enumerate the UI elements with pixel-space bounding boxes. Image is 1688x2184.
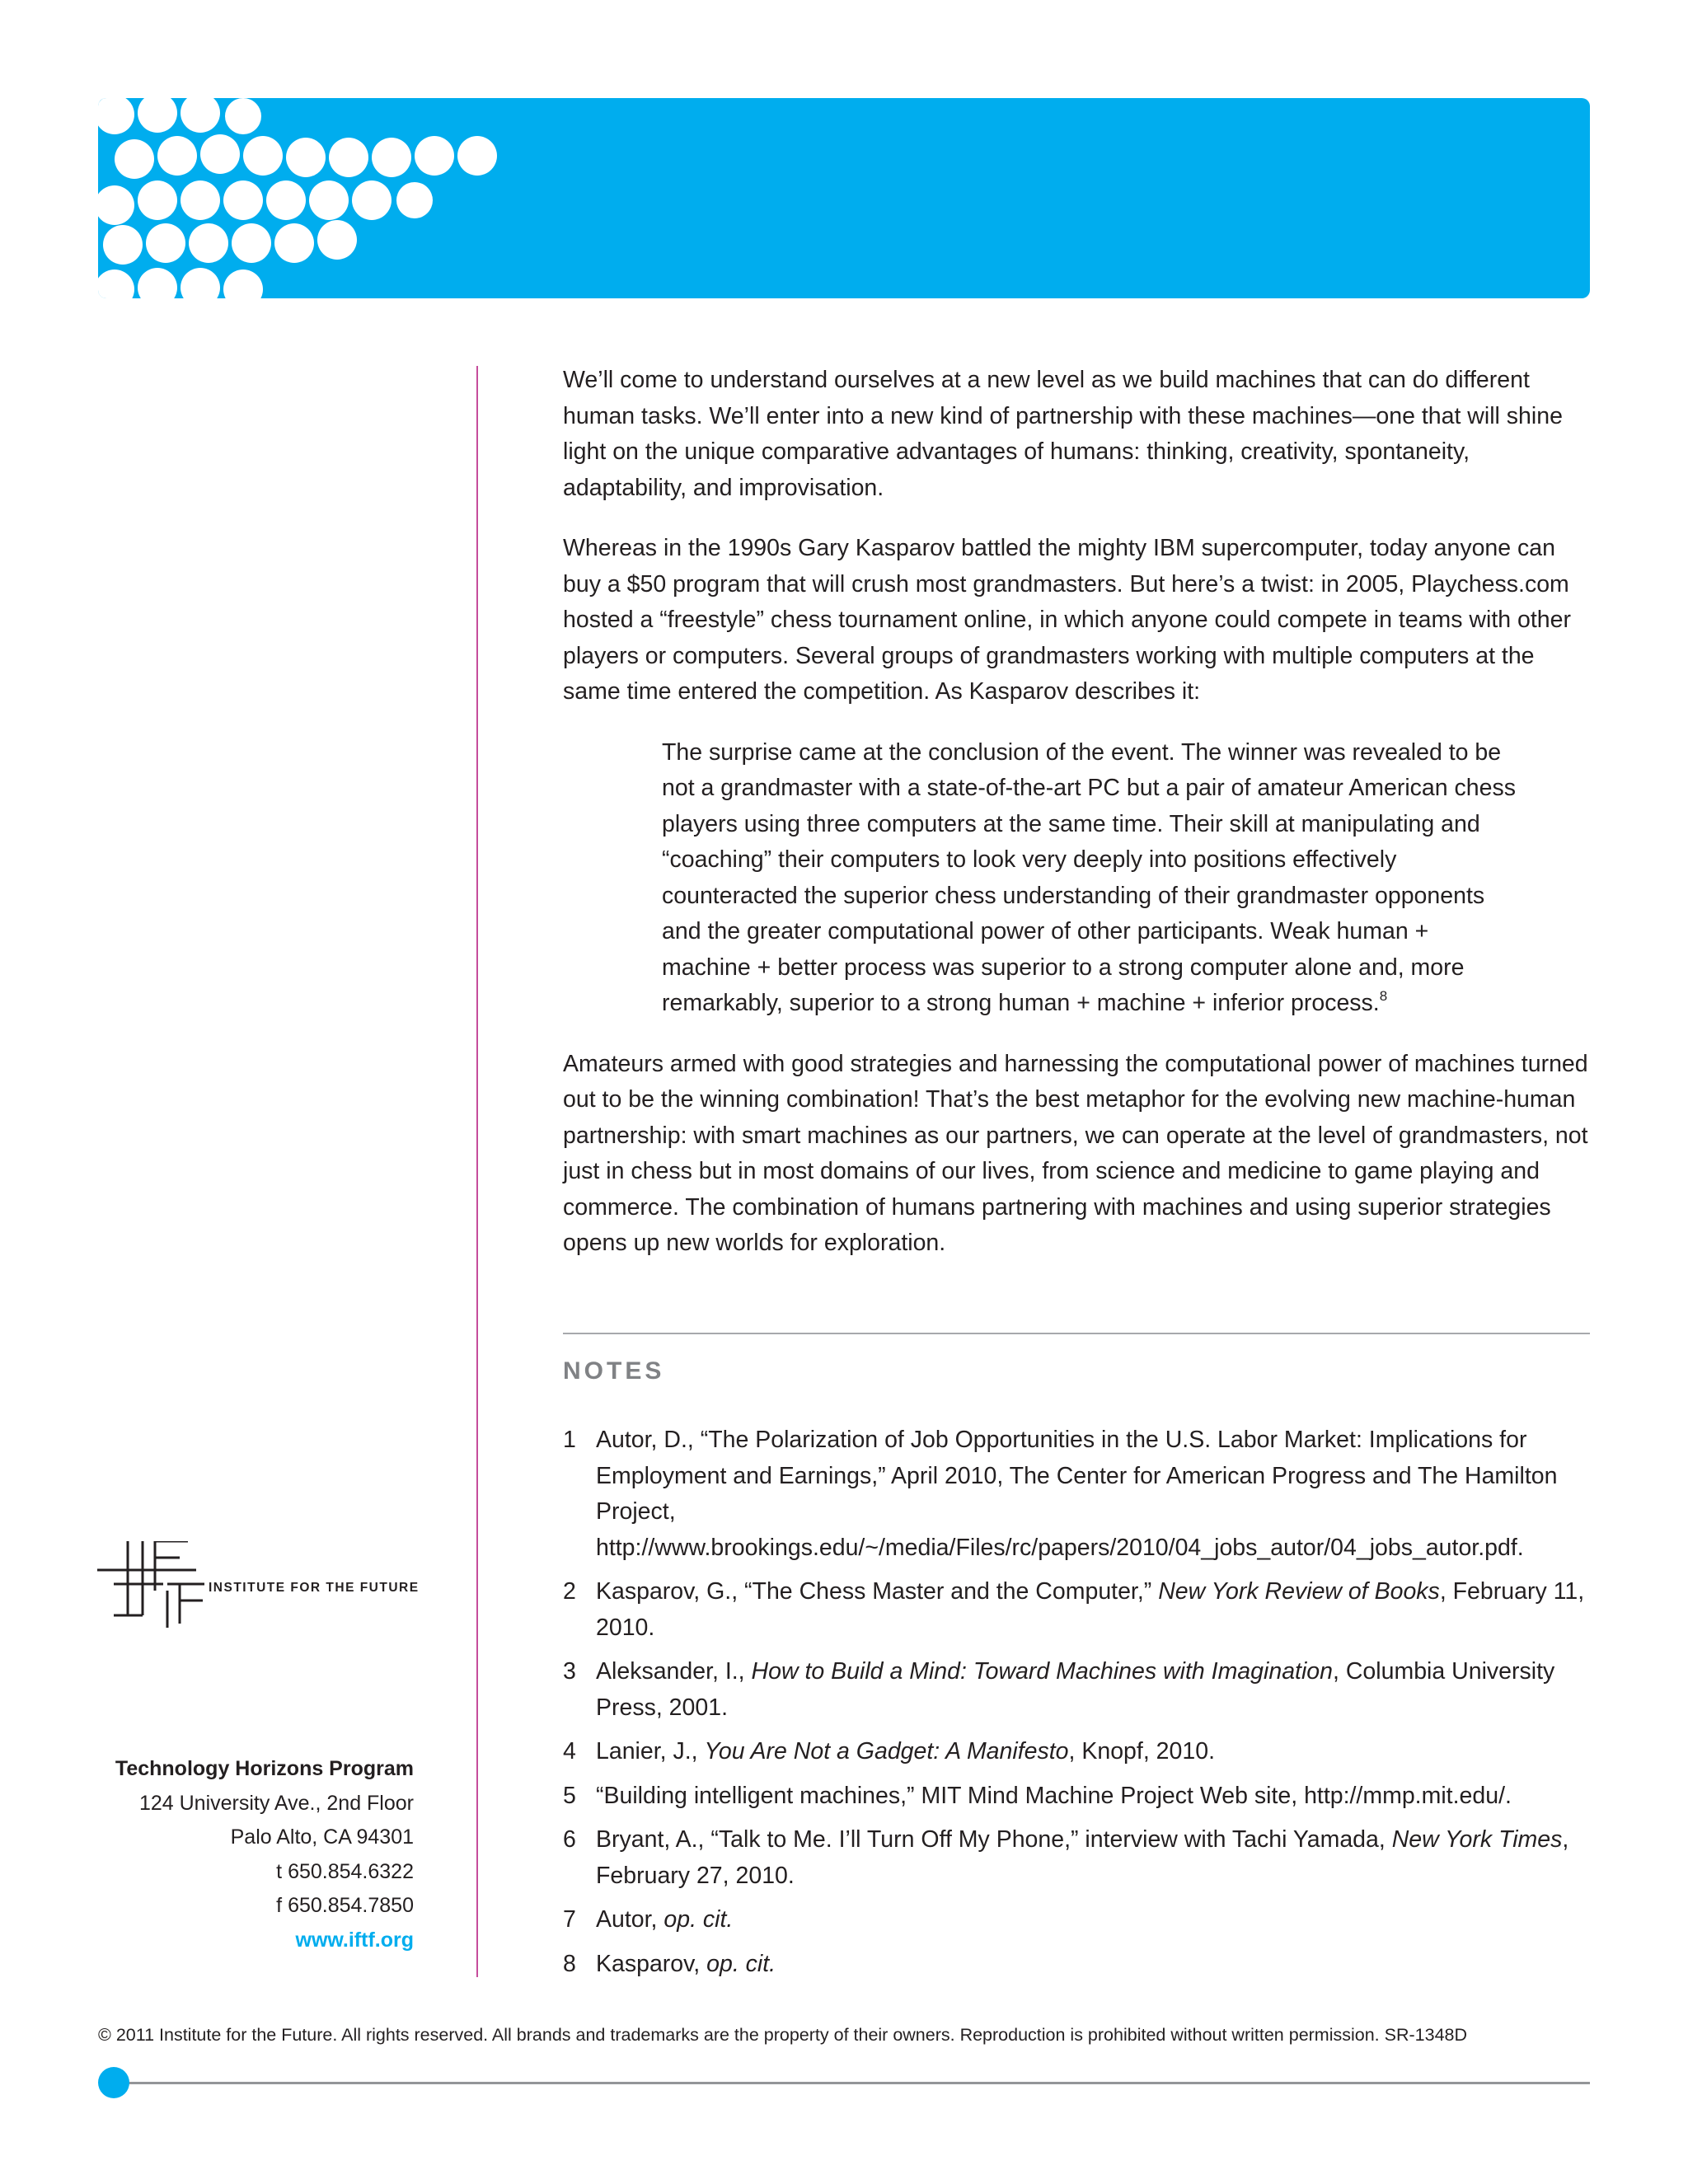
program-name: Technology Horizons Program — [115, 1757, 414, 1780]
paragraph-1: We’ll come to understand ourselves at a new level as we build machines that can do different human tasks. We’ll enter into a new kind of partnership with these machines—one that will shine light on the unique comparative advantages of humans: thinking, creativity, spontaneity, adaptability, and improvisation. — [563, 367, 1563, 501]
note-number: 2 — [563, 1578, 576, 1605]
note-text: Autor, — [596, 1906, 664, 1933]
logo-wordmark: INSTITUTE FOR THE FUTURE — [209, 1581, 420, 1595]
main-content — [563, 363, 1593, 1286]
note-text: Bryant, A., “Talk to Me. I’ll Turn Off My Phone,” interview with Tachi Yamada, — [596, 1826, 1392, 1853]
footer-dot — [98, 2067, 129, 2098]
footnote-marker: 8 — [1379, 987, 1388, 1004]
note-text-end: , Columbia University Press, 2001. — [596, 1658, 1555, 1721]
note-number: 6 — [563, 1826, 576, 1853]
header-banner — [98, 98, 1590, 298]
note-number: 4 — [563, 1738, 576, 1765]
kasparov-quote — [662, 735, 1519, 1022]
note-text: Kasparov, — [596, 1950, 707, 1977]
note-item — [563, 1654, 1593, 1726]
note-item — [563, 1734, 1593, 1770]
note-text: Kasparov, G., “The Chess Master and the Computer,” — [596, 1578, 1159, 1605]
fax-number: f 650.854.7850 — [276, 1894, 414, 1917]
dot-pattern-graphic — [98, 98, 527, 298]
note-title: New York Review of Books — [1158, 1578, 1440, 1605]
note-text-end: , Knopf, 2010. — [1068, 1738, 1215, 1765]
address-line-2: Palo Alto, CA 94301 — [230, 1825, 414, 1849]
phone-number: t 650.854.6322 — [276, 1859, 414, 1883]
notes-heading: NOTES — [563, 1357, 665, 1385]
note-title: How to Build a Mind: Toward Machines with Imagination — [751, 1658, 1333, 1685]
note-text: “Building intelligent machines,” MIT Mind Machine Project Web site, http://mmp.mit.edu/. — [596, 1782, 1512, 1809]
note-text-end: , February 11, 2010. — [596, 1578, 1585, 1641]
note-number: 8 — [563, 1950, 576, 1977]
vertical-divider — [476, 366, 478, 1977]
address-line-1: 124 University Ave., 2nd Floor — [138, 1791, 414, 1815]
note-item — [563, 1822, 1593, 1894]
note-item — [563, 1947, 1593, 1983]
note-item — [563, 1779, 1593, 1815]
note-title: New York Times — [1391, 1826, 1563, 1853]
paragraph-2: Whereas in the 1990s Gary Kasparov battled the mighty IBM supercomputer, today anyone can buy a $50 program that will crush most grandmasters. But here’s a twist: in 2005, Playchess.com hosted a “freestyle” chess tournament online, in which anyone could compete in teams with other players or computers. Several groups of grandmasters working with multiple computers at the same time entered the competition. As Kasparov describes it: — [563, 535, 1571, 705]
note-title: op. cit. — [663, 1906, 734, 1933]
note-number: 5 — [563, 1782, 576, 1809]
contact-block — [115, 1752, 414, 1957]
note-text: Autor, D., “The Polarization of Job Opportunities in the U.S. Labor Market: Implications for Employment and Earnings,” April 2010, The Center for American Progress and The Hamilton Project, http://www.brookings.edu/~/media/Files/rc/papers/2010/04_jobs_autor/04_jobs_autor.pdf. — [596, 1427, 1558, 1561]
notes-list — [563, 1422, 1593, 1990]
note-item — [563, 1574, 1593, 1646]
footer-rule — [115, 2082, 1590, 2084]
website-link[interactable]: www.iftf.org — [295, 1928, 414, 1952]
note-number: 1 — [563, 1427, 576, 1453]
note-title: You Are Not a Gadget: A Manifesto — [704, 1738, 1069, 1765]
copyright-notice: © 2011 Institute for the Future. All rights reserved. All brands and trademarks are the property of their owners. Reproduction is prohibited without written permission. SR-1348D — [98, 2025, 1468, 2045]
note-title: op. cit. — [706, 1950, 776, 1977]
notes-separator — [563, 1333, 1590, 1334]
note-number: 3 — [563, 1658, 576, 1685]
paragraph-3: Amateurs armed with good strategies and harnessing the computational power of machines turned out to be the winning combination! That’s the best metaphor for the evolving new machine-human partnership: with smart machines as our partners, we can operate at the level of grandmasters, not just in chess but in most domains of our lives, from science and medicine to game playing and commerce. The combination of humans partnering with machines and using superior strategies opens up new worlds for exploration. — [563, 1050, 1588, 1256]
quote-text: The surprise came at the conclusion of the event. The winner was revealed to be not a grandmaster with a state-of-the-art PC but a pair of amateur American chess players using three computers at the same time. Their skill at manipulating and “coaching” their computers to look very deeply into positions effectively counteracted the superior chess understanding of their grandmaster opponents and the greater computational power of other participants. Weak human + machine + better process was superior to a strong computer alone and, more remarkably, superior to a strong human + machine + inferior process. — [662, 738, 1516, 1016]
note-text-end: , February 27, 2010. — [596, 1826, 1569, 1889]
note-item — [563, 1902, 1593, 1938]
note-item — [563, 1422, 1593, 1566]
note-number: 7 — [563, 1906, 576, 1933]
note-text: Aleksander, I., — [596, 1658, 752, 1685]
note-text: Lanier, J., — [596, 1738, 705, 1765]
